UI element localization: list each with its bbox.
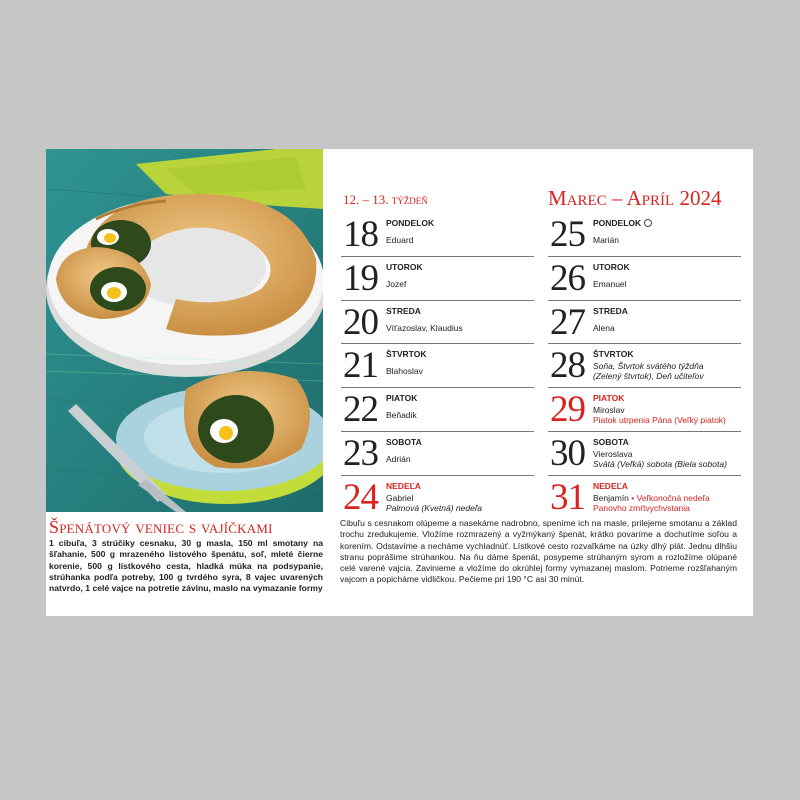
month-label: Marec – Apríl 2024 — [548, 186, 722, 210]
recipe-title: Špenátový veniec s vajíčkami — [49, 517, 273, 537]
day-name: STREDA — [386, 305, 421, 316]
name-day: Jozef — [386, 278, 407, 289]
day-row-holiday — [548, 388, 741, 432]
recipe-ingredients: 1 cibuľa, 3 strúčiky cesnaku, 30 g masla, 150 ml smotany na šľahanie, 500 g mrazeného listového špenátu, soľ, mleté čierne korenie, 500 g lístkového cesta, hladká múka na podsypanie, strúhanka podľa potreby, 100 g tvrdého syra, 8 vajec uvarených natvrdo, 1 celé vajce na potretie závinu, maslo na vymazanie formy — [49, 538, 323, 594]
day-name: ŠTVRTOK — [386, 349, 427, 360]
day-row-sunday — [341, 476, 534, 519]
food-photo — [46, 149, 323, 512]
day-number: 27 — [550, 301, 585, 343]
recipe-procedure: Cibuľu s cesnakom olúpeme a nasekáme nadrobno, speníme ich na masle, prilejeme smotanu a základ trochu zredukujeme. Vložíme rozmrazený a vyžmýkaný špenát, krátko povaríme a dochutíme soľou a korením. Odstavíme a necháme vychladnúť. Lístkové cesto rozvaľkáme na úzky dlhý plát. Jednu dlhšiu stranu poprášime strúhankou. Na ňu dáme špenát, posypeme strúhaným syrom a rozložíme olúpané celé varené vajcia. Zavinieme a vložíme do okrúhlej formy vymazanej maslom. Potrieme rozšľahaným vajcom a popicháme vidličkou. Pečieme pri 190 °C asi 30 minút. — [340, 518, 737, 585]
day-row — [341, 257, 534, 301]
name-day: Blahoslav — [386, 366, 423, 377]
moon-phase-icon — [644, 219, 652, 227]
day-number: 29 — [550, 389, 585, 431]
days-column-right — [548, 213, 741, 519]
name-day: Benjamín • Veľkonočná nedeľa Panovho zmŕtvychvstania — [593, 492, 710, 513]
day-name: PIATOK — [593, 393, 625, 404]
day-name: NEDEĽA — [386, 480, 421, 491]
day-number: 22 — [343, 389, 378, 431]
name-day: Alena — [593, 322, 615, 333]
days-column-left — [341, 213, 534, 519]
day-number: 28 — [550, 345, 585, 387]
day-number: 25 — [550, 214, 585, 255]
name-day: Marián — [593, 235, 619, 245]
day-name: PONDELOK — [386, 218, 435, 228]
day-row — [548, 432, 741, 476]
day-row — [341, 344, 534, 388]
name-day: Soňa, Štvrtok svätého týždňa (Zelený štvrtok), Deň učiteľov — [593, 361, 704, 382]
name-day: Eduard — [386, 235, 414, 245]
week-label: 12. – 13. týždeň — [343, 192, 428, 207]
day-row — [548, 301, 741, 345]
day-name: PONDELOK — [593, 218, 652, 228]
day-name: PIATOK — [386, 393, 418, 404]
name-day: Beňadik — [386, 410, 417, 421]
day-name: NEDEĽA — [593, 480, 628, 491]
day-name: SOBOTA — [386, 436, 422, 447]
day-name: SOBOTA — [593, 436, 629, 447]
day-row — [548, 257, 741, 301]
name-day: Emanuel — [593, 278, 627, 289]
day-number: 31 — [550, 476, 585, 518]
day-number: 30 — [550, 432, 585, 474]
day-name: STREDA — [593, 305, 628, 316]
day-number: 20 — [343, 301, 378, 343]
day-number: 19 — [343, 257, 378, 299]
day-number: 21 — [343, 345, 378, 387]
calendar-page — [46, 149, 753, 616]
day-row — [341, 301, 534, 345]
name-day: Adrián — [386, 453, 411, 464]
day-row — [548, 344, 741, 388]
day-row — [341, 432, 534, 476]
day-number: 24 — [343, 476, 378, 518]
name-day: Miroslav Piatok utrpenia Pána (Veľký piatok) — [593, 405, 726, 426]
day-name: ŠTVRTOK — [593, 349, 634, 360]
day-number: 18 — [343, 214, 378, 255]
day-number: 26 — [550, 257, 585, 299]
name-day: Víťazoslav, Klaudius — [386, 322, 463, 333]
name-day: Gabriel Palmová (Kvetná) nedeľa — [386, 492, 482, 513]
day-name: UTOROK — [593, 261, 630, 272]
day-row — [341, 213, 534, 257]
day-name: UTOROK — [386, 261, 423, 272]
food-photo-image — [46, 149, 323, 512]
day-number: 23 — [343, 432, 378, 474]
day-row — [341, 388, 534, 432]
day-row-sunday — [548, 476, 741, 519]
day-row — [548, 213, 741, 257]
name-day: Vieroslava Svätá (Veľká) sobota (Biela sobota) — [593, 448, 727, 469]
